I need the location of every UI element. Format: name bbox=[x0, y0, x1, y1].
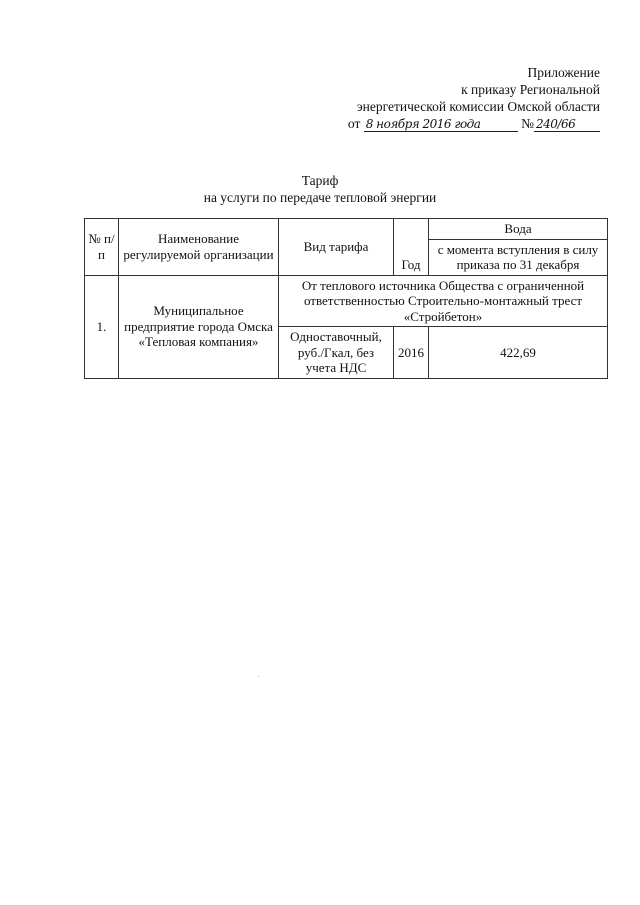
row-year: 2016 bbox=[394, 327, 429, 379]
order-date-number bbox=[280, 115, 600, 132]
appendix-label: Приложение bbox=[527, 65, 600, 80]
scan-speck bbox=[258, 676, 259, 677]
header-org: Наименование регулируемой организации bbox=[119, 219, 279, 276]
table-header-row bbox=[85, 219, 608, 240]
title-main: Тариф bbox=[301, 173, 339, 188]
row-vid: Одноставочный, руб./Гкал, без учета НДС bbox=[279, 327, 394, 379]
row-value: 422,69 bbox=[429, 327, 608, 379]
handwritten-date: 8 ноября 2016 года bbox=[364, 117, 518, 132]
commission-name: энергетической комиссии Омской области bbox=[356, 99, 600, 114]
tariff-table bbox=[84, 218, 608, 379]
document-title bbox=[0, 172, 640, 206]
header-water: Вода bbox=[429, 219, 608, 240]
number-sign: № bbox=[521, 116, 534, 131]
row-source: От теплового источника Общества с ограниченной ответственностью Строительно-монтажный трест «Стройбетон» bbox=[279, 275, 608, 327]
order-reference: к приказу Региональной bbox=[461, 82, 600, 97]
from-prefix: от bbox=[347, 116, 361, 131]
row-org: Муниципальное предприятие города Омска «Тепловая компания» bbox=[119, 275, 279, 378]
row-num: 1. bbox=[85, 275, 119, 378]
appendix-header bbox=[280, 64, 600, 132]
header-period: с момента вступления в силу приказа по 31 декабря bbox=[429, 239, 608, 275]
header-year: Год bbox=[394, 219, 429, 276]
title-subtitle: на услуги по передаче тепловой энергии bbox=[203, 190, 437, 205]
handwritten-order-number: 240/66 bbox=[534, 117, 600, 132]
header-num: № п/п bbox=[85, 219, 119, 276]
header-vid: Вид тарифа bbox=[279, 219, 394, 276]
table-row bbox=[85, 275, 608, 327]
